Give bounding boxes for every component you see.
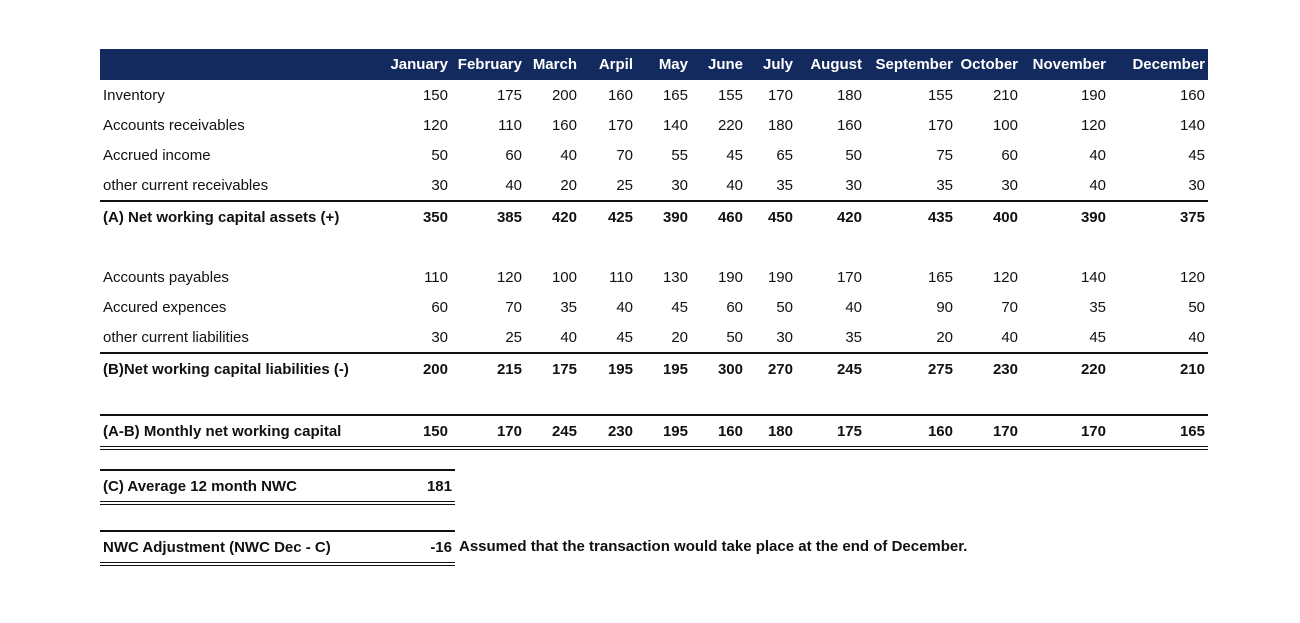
- spacer-row: [100, 232, 1208, 262]
- month-header-october: October: [956, 49, 1021, 80]
- cell-september: 155: [927, 86, 953, 104]
- cell-october: 60: [1001, 146, 1018, 164]
- liabilities-total-row: [100, 353, 1208, 384]
- cell-november: 40: [1089, 146, 1106, 164]
- cell-august: 50: [845, 146, 862, 164]
- cell-may: 45: [671, 298, 688, 316]
- spacer-row: [100, 384, 1208, 415]
- assumption-note: Assumed that the transaction would take place at the end of December.: [459, 538, 968, 555]
- cell-may: 55: [671, 146, 688, 164]
- cell-february: 40: [505, 176, 522, 194]
- cell-september: 75: [936, 146, 953, 164]
- cell-october: 170: [956, 415, 1021, 448]
- cell-august: 35: [845, 328, 862, 346]
- cell-february: 70: [505, 298, 522, 316]
- cell-july: 450: [746, 201, 796, 232]
- nwc-table: [100, 49, 1208, 450]
- cell-july: 170: [767, 86, 793, 104]
- cell-december: 50: [1188, 298, 1205, 316]
- cell-march: 100: [551, 268, 577, 286]
- cell-december: 30: [1188, 176, 1205, 194]
- row-label: Inventory: [103, 86, 165, 104]
- cell-arpil: 160: [607, 86, 633, 104]
- month-header-february: February: [451, 49, 525, 80]
- cell-january: 30: [431, 176, 448, 194]
- cell-october: 120: [992, 268, 1018, 286]
- cell-november: 40: [1089, 176, 1106, 194]
- cell-august: 30: [845, 176, 862, 194]
- cell-december: 160: [1179, 86, 1205, 104]
- month-header-june: June: [691, 49, 746, 80]
- cell-september: 160: [865, 415, 956, 448]
- cell-july: 30: [776, 328, 793, 346]
- cell-may: 390: [636, 201, 691, 232]
- cell-july: 270: [746, 353, 796, 384]
- cell-december: 375: [1109, 201, 1208, 232]
- cell-march: 40: [560, 146, 577, 164]
- cell-june: 45: [726, 146, 743, 164]
- cell-june: 40: [726, 176, 743, 194]
- nwc-adjustment-box: [100, 530, 455, 566]
- cell-arpil: 425: [580, 201, 636, 232]
- cell-september: 165: [927, 268, 953, 286]
- cell-july: 35: [776, 176, 793, 194]
- cell-march: 160: [551, 116, 577, 134]
- cell-january: 150: [422, 86, 448, 104]
- month-header-arpil: Arpil: [580, 49, 636, 80]
- cell-may: 30: [671, 176, 688, 194]
- cell-january: 200: [386, 353, 451, 384]
- cell-september: 435: [865, 201, 956, 232]
- cell-february: 385: [451, 201, 525, 232]
- cell-july: 190: [767, 268, 793, 286]
- cell-march: 20: [560, 176, 577, 194]
- cell-december: 120: [1179, 268, 1205, 286]
- cell-november: 35: [1089, 298, 1106, 316]
- cell-arpil: 230: [580, 415, 636, 448]
- month-header-september: September: [865, 49, 956, 80]
- spacer-cell: [100, 384, 1208, 415]
- month-header-may: May: [636, 49, 691, 80]
- month-header-row: [100, 49, 1208, 80]
- row-label: Accrued income: [103, 146, 211, 164]
- average-nwc-label: (C) Average 12 month NWC: [103, 477, 297, 495]
- nwc-adjustment-value: -16: [430, 538, 452, 556]
- row-label: (A) Net working capital assets (+): [100, 201, 386, 232]
- asset-row: [100, 140, 1208, 170]
- liability-row: [100, 262, 1208, 292]
- cell-june: 460: [691, 201, 746, 232]
- cell-february: 175: [496, 86, 522, 104]
- cell-december: 165: [1109, 415, 1208, 448]
- header-label-cell: [100, 49, 386, 80]
- cell-march: 35: [560, 298, 577, 316]
- cell-june: 190: [717, 268, 743, 286]
- cell-december: 210: [1109, 353, 1208, 384]
- month-header-march: March: [525, 49, 580, 80]
- nwc-adjustment-label: NWC Adjustment (NWC Dec - C): [103, 538, 331, 556]
- cell-june: 220: [717, 116, 743, 134]
- cell-september: 90: [936, 298, 953, 316]
- month-header-august: August: [796, 49, 865, 80]
- cell-november: 390: [1021, 201, 1109, 232]
- monthly-nwc-row: [100, 415, 1208, 448]
- cell-march: 175: [525, 353, 580, 384]
- cell-february: 60: [505, 146, 522, 164]
- cell-arpil: 25: [616, 176, 633, 194]
- cell-october: 400: [956, 201, 1021, 232]
- cell-september: 20: [936, 328, 953, 346]
- cell-january: 120: [422, 116, 448, 134]
- average-nwc-value: 181: [426, 477, 452, 495]
- nwc-table-body: [100, 80, 1208, 448]
- cell-november: 120: [1080, 116, 1106, 134]
- cell-july: 50: [776, 298, 793, 316]
- cell-october: 100: [992, 116, 1018, 134]
- cell-may: 130: [662, 268, 688, 286]
- cell-june: 160: [691, 415, 746, 448]
- cell-march: 40: [560, 328, 577, 346]
- cell-february: 170: [451, 415, 525, 448]
- cell-september: 35: [936, 176, 953, 194]
- row-label: other current receivables: [103, 176, 269, 194]
- cell-july: 180: [767, 116, 793, 134]
- cell-january: 110: [424, 268, 448, 286]
- month-header-november: November: [1021, 49, 1109, 80]
- asset-row: [100, 110, 1208, 140]
- row-label: (B)Net working capital liabilities (-): [100, 353, 386, 384]
- cell-december: 40: [1188, 328, 1205, 346]
- cell-august: 40: [845, 298, 862, 316]
- cell-arpil: 40: [616, 298, 633, 316]
- cell-may: 20: [671, 328, 688, 346]
- cell-arpil: 70: [616, 146, 633, 164]
- row-label: Accounts payables: [103, 268, 229, 286]
- cell-november: 140: [1080, 268, 1106, 286]
- cell-june: 50: [726, 328, 743, 346]
- spacer-cell: [100, 232, 1208, 262]
- cell-february: 120: [496, 268, 522, 286]
- cell-january: 30: [431, 328, 448, 346]
- cell-may: 195: [636, 415, 691, 448]
- cell-august: 175: [796, 415, 865, 448]
- cell-arpil: 195: [580, 353, 636, 384]
- cell-october: 70: [1001, 298, 1018, 316]
- cell-september: 275: [865, 353, 956, 384]
- liability-row: [100, 292, 1208, 322]
- cell-august: 180: [836, 86, 862, 104]
- cell-august: 170: [836, 268, 862, 286]
- cell-august: 420: [796, 201, 865, 232]
- cell-november: 190: [1080, 86, 1106, 104]
- asset-row: [100, 80, 1208, 110]
- cell-march: 245: [525, 415, 580, 448]
- cell-august: 160: [836, 116, 862, 134]
- cell-march: 200: [551, 86, 577, 104]
- cell-november: 220: [1021, 353, 1109, 384]
- cell-october: 210: [992, 86, 1018, 104]
- cell-february: 215: [451, 353, 525, 384]
- cell-arpil: 170: [607, 116, 633, 134]
- row-label: Accounts receivables: [103, 116, 245, 134]
- cell-arpil: 110: [609, 268, 633, 286]
- month-header-december: December: [1109, 49, 1208, 80]
- cell-january: 350: [386, 201, 451, 232]
- month-header-january: January: [386, 49, 451, 80]
- cell-november: 170: [1021, 415, 1109, 448]
- cell-december: 140: [1179, 116, 1205, 134]
- cell-arpil: 45: [616, 328, 633, 346]
- row-label: (A-B) Monthly net working capital: [100, 415, 386, 448]
- average-nwc-box: [100, 469, 455, 505]
- cell-february: 25: [505, 328, 522, 346]
- cell-june: 155: [717, 86, 743, 104]
- cell-february: 110: [498, 116, 522, 134]
- nwc-sheet: [100, 49, 1208, 450]
- liability-row: [100, 322, 1208, 353]
- month-header-july: July: [746, 49, 796, 80]
- cell-october: 230: [956, 353, 1021, 384]
- cell-june: 300: [691, 353, 746, 384]
- cell-august: 245: [796, 353, 865, 384]
- cell-march: 420: [525, 201, 580, 232]
- cell-october: 40: [1001, 328, 1018, 346]
- cell-january: 150: [386, 415, 451, 448]
- cell-july: 65: [776, 146, 793, 164]
- cell-may: 165: [662, 86, 688, 104]
- row-label: Accured expences: [103, 298, 227, 316]
- cell-october: 30: [1001, 176, 1018, 194]
- cell-november: 45: [1089, 328, 1106, 346]
- cell-july: 180: [746, 415, 796, 448]
- cell-december: 45: [1188, 146, 1205, 164]
- row-label: other current liabilities: [103, 328, 249, 346]
- asset-row: [100, 170, 1208, 201]
- cell-june: 60: [726, 298, 743, 316]
- cell-january: 50: [431, 146, 448, 164]
- cell-may: 195: [636, 353, 691, 384]
- cell-january: 60: [431, 298, 448, 316]
- cell-may: 140: [662, 116, 688, 134]
- assets-total-row: [100, 201, 1208, 232]
- cell-september: 170: [927, 116, 953, 134]
